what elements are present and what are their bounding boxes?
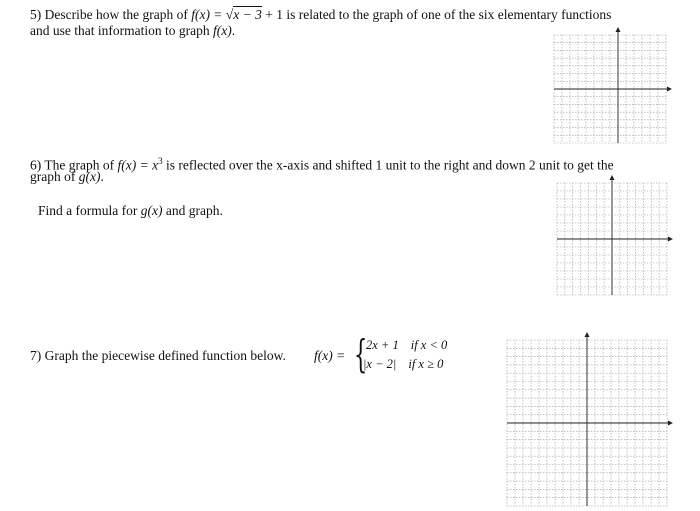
case-1-expr: 2x + 1 bbox=[366, 338, 399, 352]
coordinate-grid-problem-5 bbox=[551, 27, 677, 147]
y-axis-arrow-icon bbox=[585, 332, 590, 337]
piecewise-brace: { bbox=[354, 332, 368, 376]
piecewise-case-1 bbox=[366, 337, 447, 353]
case-1-cond: if x < 0 bbox=[410, 338, 448, 352]
piecewise-case-2 bbox=[363, 356, 443, 372]
problem-5-plus: + 1 bbox=[261, 7, 283, 22]
problem-6-func: f(x) = x bbox=[117, 157, 159, 173]
x-axis-arrow-icon bbox=[668, 421, 673, 426]
problem-5-prefix: 5) Describe how the graph of bbox=[30, 7, 192, 22]
case-2-expr: |x − 2| bbox=[363, 357, 397, 371]
problem-6-prefix: 6) The graph of bbox=[30, 157, 118, 173]
x-axis-arrow-icon bbox=[668, 237, 673, 242]
sqrt-radicand: x − 3 bbox=[233, 7, 262, 22]
problem-6-line-3-suffix: and graph. bbox=[162, 203, 223, 218]
case-2-cond: if x ≥ 0 bbox=[408, 357, 444, 371]
y-axis-arrow-icon bbox=[610, 175, 615, 180]
problem-6-line-2-suffix: . bbox=[100, 169, 104, 184]
problem-6-line-3 bbox=[38, 203, 223, 219]
coordinate-grid-problem-7 bbox=[503, 330, 679, 510]
problem-5-line-2-func: f(x) bbox=[212, 23, 232, 38]
problem-6-line-2-prefix: graph of bbox=[30, 169, 79, 184]
sqrt-symbol: √ bbox=[225, 7, 234, 22]
problem-6-suffix: is reflected over the x-axis and shifted 1 unit to the right and down 2 unit to get the bbox=[162, 157, 614, 173]
problem-6-line-2-func: g(x) bbox=[78, 169, 101, 184]
problem-6-line-3-func: g(x) bbox=[140, 203, 163, 218]
problem-6-line-3-prefix: Find a formula for bbox=[38, 203, 141, 218]
problem-5-line-1 bbox=[30, 7, 611, 23]
piecewise-lhs: f(x) = bbox=[314, 348, 346, 363]
y-axis-arrow-icon bbox=[616, 27, 621, 32]
problem-6-line-2 bbox=[30, 169, 104, 185]
problem-5-line-2-prefix: and use that information to graph bbox=[30, 23, 213, 38]
x-axis-arrow-icon bbox=[667, 87, 672, 92]
problem-5-suffix: is related to the graph of one of the six elementary functions bbox=[282, 7, 612, 22]
problem-6-line-1 bbox=[30, 153, 614, 174]
problem-6-exponent: 3 bbox=[158, 156, 163, 166]
problem-5-func: f(x) = bbox=[191, 7, 226, 22]
problem-7-prompt: 7) Graph the piecewise defined function below. bbox=[30, 348, 286, 363]
problem-5-line-2 bbox=[30, 23, 235, 39]
problem-5-line-2-suffix: . bbox=[231, 23, 236, 38]
coordinate-grid-problem-6 bbox=[554, 175, 676, 299]
